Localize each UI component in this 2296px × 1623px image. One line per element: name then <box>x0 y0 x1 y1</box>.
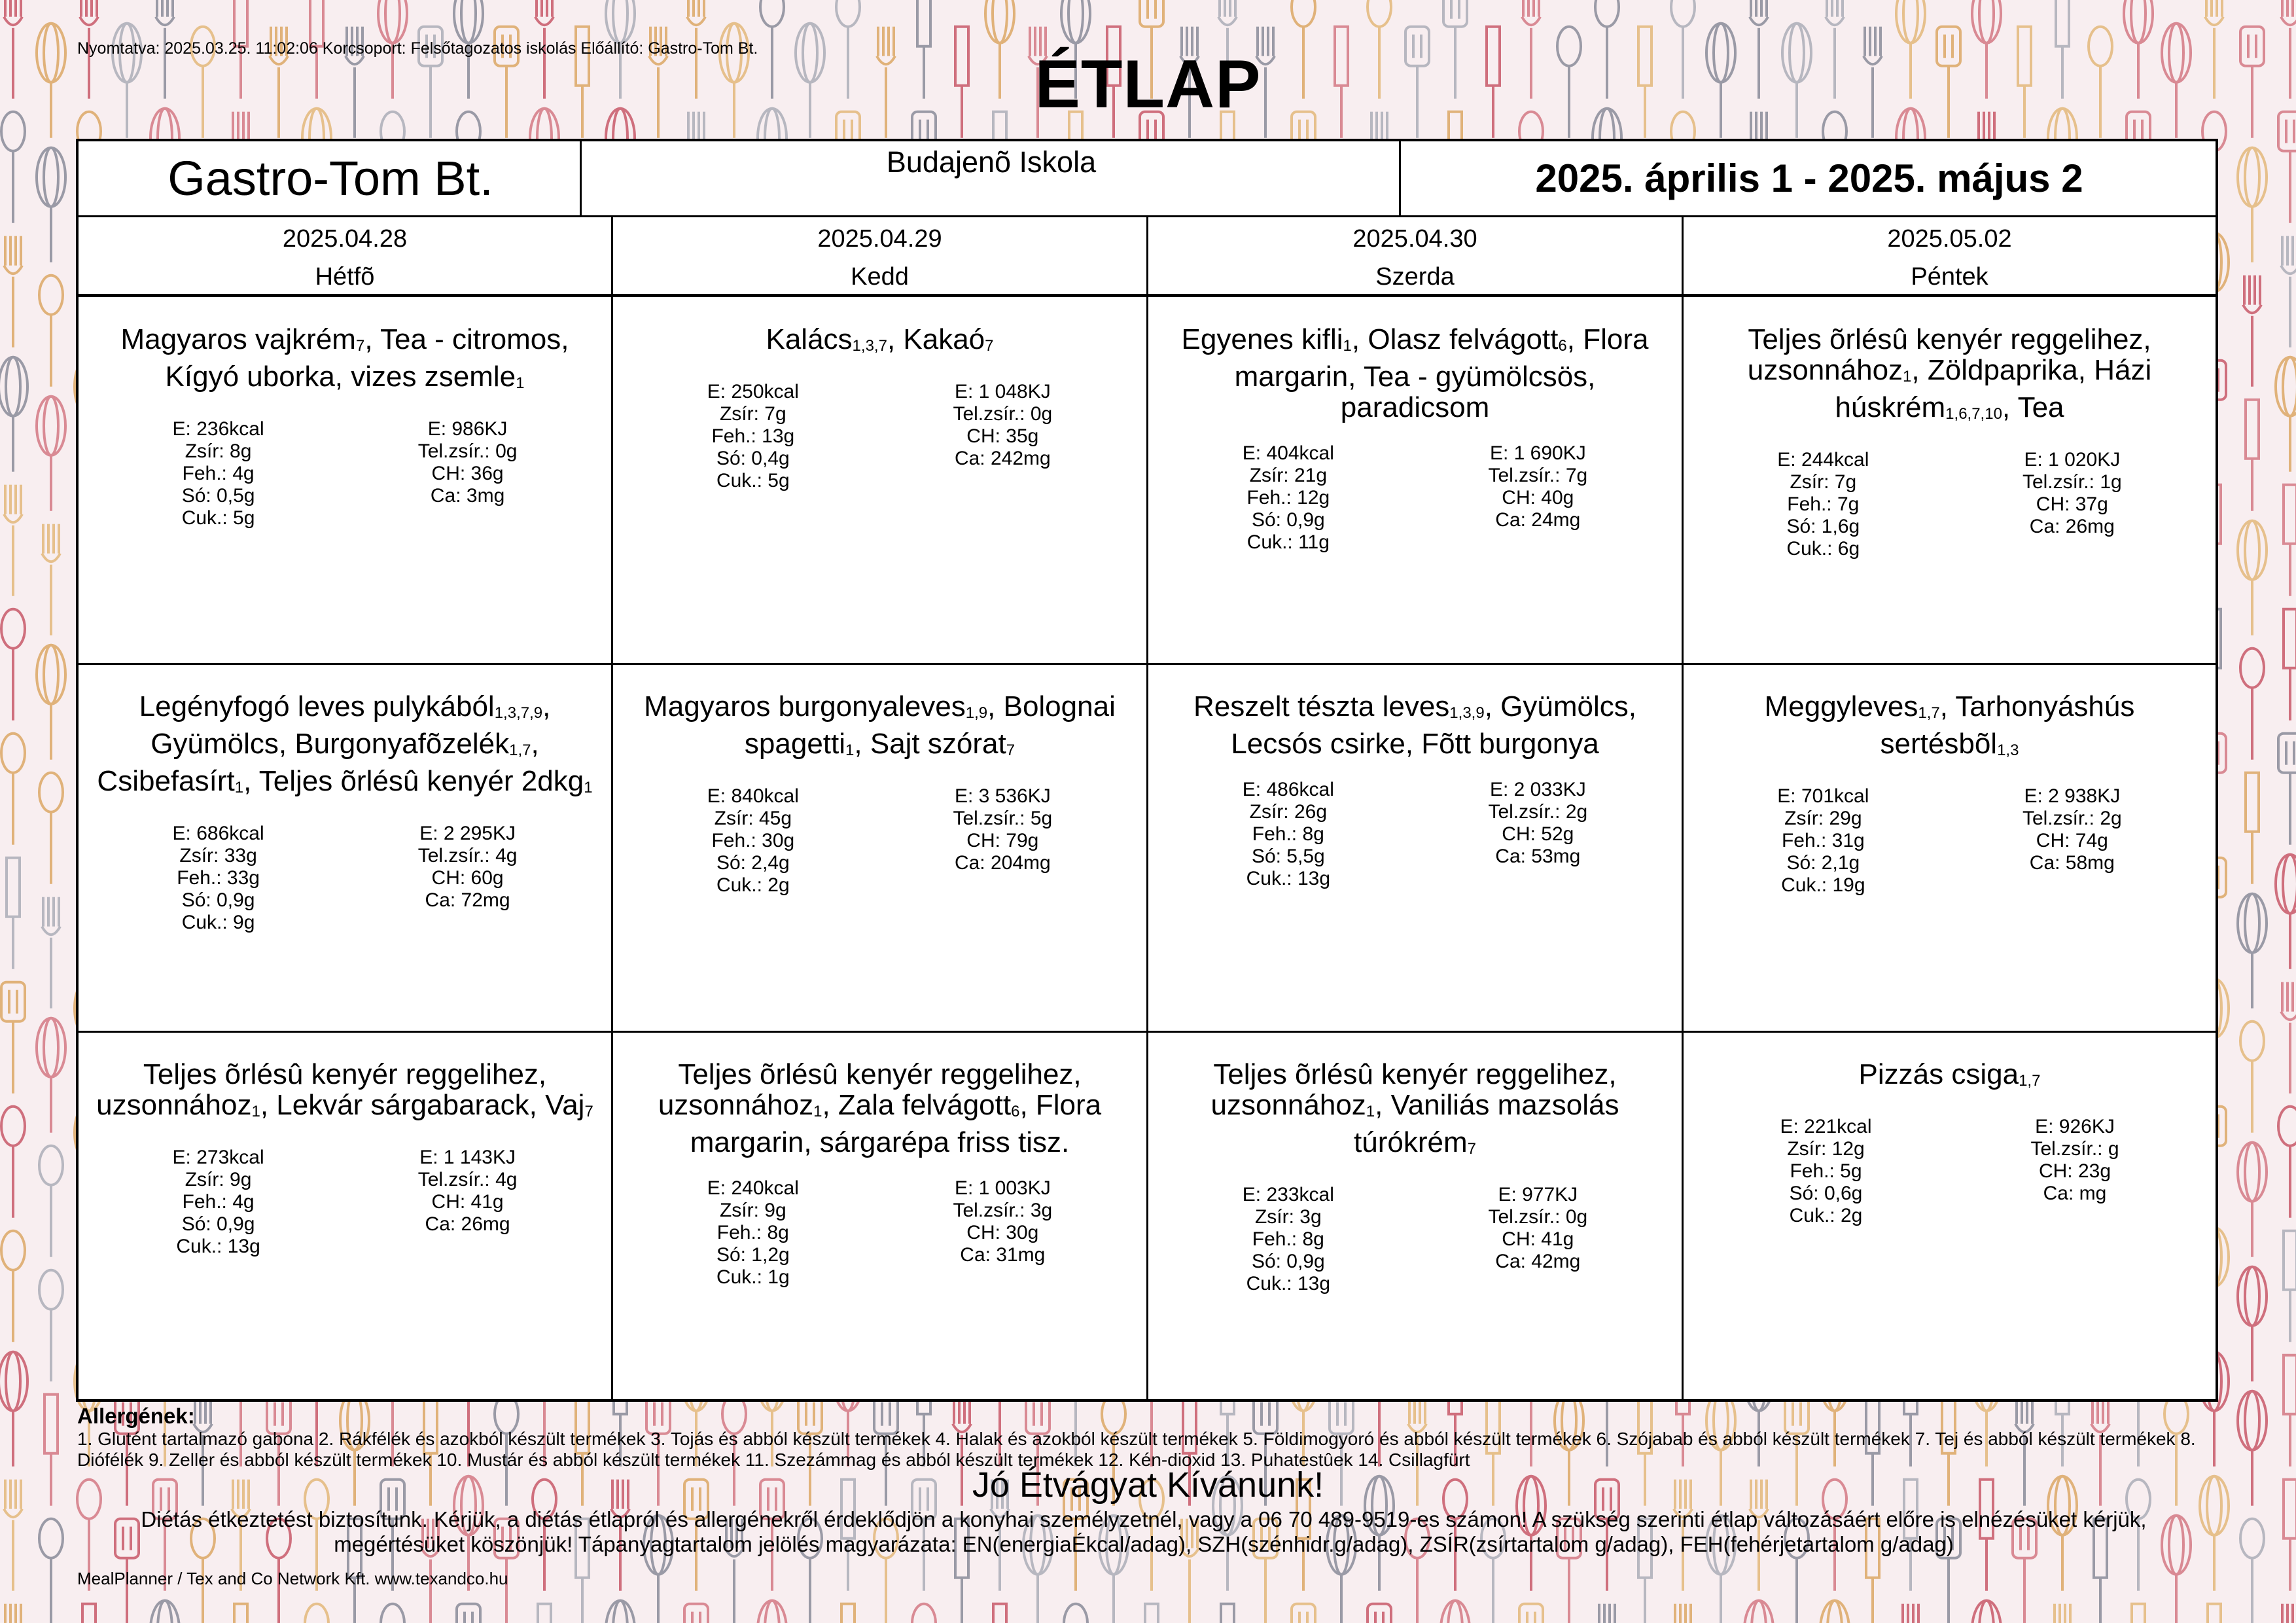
allergen-codes: 7 <box>985 337 994 355</box>
nutrition-value: CH: 35g <box>966 425 1039 447</box>
nutrition-value: E: 2 295KJ <box>419 823 516 844</box>
allergen-codes: 1,9 <box>965 704 988 722</box>
allergen-codes: 1,7 <box>509 741 531 759</box>
dish-name: Egyenes kifli$_1$, Olasz felvágott$_6$, Flora margarin, Tea - gyümölcsös, paradicsom <box>1181 323 1649 423</box>
nutrition-value: E: 404kcal <box>1242 442 1334 464</box>
nutrition-value: E: 221kcal <box>1780 1116 1872 1137</box>
nutrition-value: Ca: 24mg <box>1495 509 1581 531</box>
nutrition-value: E: 244kcal <box>1777 449 1869 471</box>
school-name: Budajenõ Iskola <box>886 145 1097 179</box>
meal-cell-monday-3 <box>79 1033 611 1402</box>
nutrition-column-left <box>173 418 264 529</box>
nutrition-value: E: 1 003KJ <box>954 1177 1051 1199</box>
nutrition-value: E: 233kcal <box>1242 1184 1334 1205</box>
meal-cell-tuesday-2 <box>613 665 1146 1031</box>
allergen-codes: 1,7 <box>2019 1072 2041 1090</box>
nutrition-info <box>1701 785 2199 897</box>
dish-name: Kalács$_{1,3,7}$, Kakaó$_7$ <box>766 323 994 355</box>
meal-cell-wednesday-2 <box>1148 665 1682 1031</box>
nutrition-value: Zsír: 9g <box>185 1169 252 1190</box>
nutrition-value: Zsír: 29g <box>1784 808 1862 829</box>
nutrition-value: Tel.zsír.: 0g <box>1488 1206 1588 1228</box>
nutrition-info <box>96 1147 594 1258</box>
nutrition-value: CH: 41g <box>1502 1228 1574 1250</box>
nutrition-value: Ca: 26mg <box>2029 516 2115 537</box>
nutrition-column-left <box>173 1147 264 1258</box>
day-date: 2025.04.28 <box>282 225 408 253</box>
allergen-codes: 1,7 <box>1918 704 1940 722</box>
nutrition-column-left <box>173 823 264 934</box>
nutrition-value: E: 701kcal <box>1777 785 1869 807</box>
nutrition-value: Ca: 58mg <box>2029 852 2115 874</box>
meal-cell-friday-3 <box>1684 1033 2216 1402</box>
allergen-codes: 1 <box>1343 337 1352 355</box>
nutrition-value: Cuk.: 2g <box>716 874 790 896</box>
day-header-wednesday <box>1148 220 1682 296</box>
nutrition-value: E: 236kcal <box>172 418 264 440</box>
nutrition-info <box>1701 1116 2199 1227</box>
meal-cell-monday-1 <box>79 298 611 663</box>
nutrition-value: Tel.zsír.: 4g <box>417 1169 518 1190</box>
nutrition-value: Zsír: 3g <box>1254 1206 1322 1228</box>
nutrition-value: CH: 41g <box>431 1191 504 1213</box>
nutrition-value: E: 2 033KJ <box>1489 779 1586 800</box>
nutrition-value: Ca: 72mg <box>425 889 510 911</box>
meal-cell-wednesday-3 <box>1148 1033 1682 1402</box>
nutrition-column-right <box>953 381 1052 492</box>
nutrition-value: E: 1 020KJ <box>2024 449 2121 471</box>
day-name: Szerda <box>1375 263 1455 291</box>
nutrition-value: E: 977KJ <box>1498 1184 1578 1205</box>
nutrition-value: Tel.zsír.: 5g <box>953 808 1053 829</box>
allergen-codes: 1 <box>1366 1103 1375 1120</box>
nutrition-value: E: 926KJ <box>2035 1116 2115 1137</box>
day-date: 2025.05.02 <box>1887 225 2012 253</box>
meal-cell-friday-1 <box>1684 298 2216 663</box>
day-header-friday <box>1684 220 2216 296</box>
nutrition-column-right <box>953 785 1052 897</box>
nutrition-value: Tel.zsír.: 0g <box>953 403 1053 425</box>
nutrition-info <box>96 823 594 934</box>
nutrition-value: Tel.zsír.: 1g <box>2022 471 2122 493</box>
nutrition-value: CH: 79g <box>966 830 1039 851</box>
nutrition-value: Só: 0,9g <box>1251 1251 1325 1272</box>
nutrition-column-right <box>418 823 518 934</box>
nutrition-column-left <box>1243 1184 1334 1295</box>
nutrition-value: Ca: 3mg <box>430 485 505 507</box>
nutrition-value: Feh.: 7g <box>1787 493 1860 515</box>
nutrition-value: Ca: 31mg <box>960 1244 1046 1266</box>
nutrition-column-left <box>707 1177 799 1289</box>
day-header-monday <box>79 220 611 296</box>
nutrition-value: E: 1 048KJ <box>954 381 1051 402</box>
day-date: 2025.04.29 <box>817 225 942 253</box>
nutrition-value: Cuk.: 2g <box>1789 1205 1863 1226</box>
nutrition-column-right <box>2022 785 2122 897</box>
allergens-title: Allergének: <box>77 1404 195 1428</box>
nutrition-value: Tel.zsír.: 3g <box>953 1200 1053 1221</box>
allergen-codes: 1,3,7 <box>852 337 887 355</box>
nutrition-value: Ca: 42mg <box>1495 1251 1581 1272</box>
nutrition-value: E: 986KJ <box>427 418 508 440</box>
nutrition-info <box>1165 1184 1665 1295</box>
nutrition-value: E: 840kcal <box>707 785 799 807</box>
nutrition-value: CH: 37g <box>2036 493 2108 515</box>
nutrition-value: Feh.: 33g <box>177 867 260 889</box>
nutrition-value: Só: 5,5g <box>1251 846 1325 867</box>
nutrition-value: Feh.: 4g <box>182 463 255 484</box>
nutrition-value: Ca: 53mg <box>1495 846 1581 867</box>
dish-name: Reszelt tészta leves$_{1,3,9}$, Gyümölcs, Lecsós csirke, Fõtt burgonya <box>1193 690 1636 760</box>
nutrition-column-left <box>1780 1116 1871 1227</box>
nutrition-info <box>1165 779 1665 890</box>
nutrition-value: E: 1 690KJ <box>1489 442 1586 464</box>
nutrition-value: E: 273kcal <box>172 1147 264 1168</box>
nutrition-value: Ca: mg <box>2043 1183 2107 1204</box>
nutrition-value: CH: 23g <box>2038 1160 2111 1182</box>
nutrition-value: Zsír: 12g <box>1787 1138 1865 1160</box>
nutrition-value: CH: 52g <box>1502 823 1574 845</box>
dish-name: Pizzás csiga$_{1,7}$ <box>1858 1058 2041 1090</box>
nutrition-value: Feh.: 12g <box>1246 487 1330 508</box>
print-info: Nyomtatva: 2025.03.25. 11:02:06 Korcsoport: Felsőtagozatos iskolás Előállító: Gastro-Tom Bt. <box>77 39 758 58</box>
nutrition-info <box>630 1177 1129 1289</box>
bon-appetit-message: Jó Étvágyat Kívánunk! <box>972 1465 1324 1505</box>
nutrition-value: E: 250kcal <box>707 381 799 402</box>
meal-cell-tuesday-3 <box>613 1033 1146 1402</box>
allergen-codes: 1 <box>516 374 525 392</box>
allergen-codes: 1,3,7,9 <box>494 704 543 722</box>
dish-name: Teljes õrlésû kenyér reggelihez, uzsonnához$_1$, Lekvár sárgabarack, Vaj$_7$ <box>96 1058 593 1121</box>
nutrition-column-right <box>418 418 518 529</box>
nutrition-value: Feh.: 8g <box>716 1222 789 1243</box>
nutrition-value: Tel.zsír.: 0g <box>417 440 518 462</box>
allergen-codes: 1 <box>251 1103 260 1120</box>
nutrition-value: Cuk.: 13g <box>1246 1273 1331 1294</box>
nutrition-column-left <box>1777 449 1869 560</box>
nutrition-value: Zsír: 7g <box>719 403 786 425</box>
nutrition-value: Zsír: 21g <box>1249 465 1328 486</box>
day-header-tuesday <box>613 220 1146 296</box>
nutrition-value: Só: 0,4g <box>716 448 790 469</box>
nutrition-value: Só: 0,9g <box>181 889 255 911</box>
nutrition-value: Feh.: 13g <box>711 425 795 447</box>
nutrition-value: Feh.: 5g <box>1790 1160 1862 1182</box>
nutrition-value: Só: 0,9g <box>181 1213 255 1235</box>
nutrition-value: Feh.: 8g <box>1252 823 1324 845</box>
day-name: Kedd <box>851 263 909 291</box>
nutrition-value: Tel.zsír.: 7g <box>1488 465 1588 486</box>
allergen-codes: 6 <box>1011 1103 1020 1120</box>
nutrition-value: E: 686kcal <box>172 823 264 844</box>
allergen-codes: 7 <box>1006 741 1016 759</box>
meal-cell-monday-2 <box>79 665 611 1031</box>
dish-name: Teljes õrlésû kenyér reggelihez, uzsonnához$_1$, Zala felvágott$_6$, Flora margarin, sárgarépa friss tisz. <box>658 1058 1102 1158</box>
nutrition-value: Feh.: 4g <box>182 1191 255 1213</box>
nutrition-value: Só: 0,6g <box>1789 1183 1863 1204</box>
nutrition-value: Só: 2,4g <box>716 852 790 874</box>
menu-period: 2025. április 1 - 2025. május 2 <box>1535 156 2083 200</box>
nutrition-value: Feh.: 8g <box>1252 1228 1324 1250</box>
nutrition-value: E: 486kcal <box>1242 779 1334 800</box>
nutrition-value: Cuk.: 19g <box>1781 874 1865 896</box>
allergen-codes: 1 <box>1903 368 1912 385</box>
nutrition-value: Zsír: 26g <box>1249 801 1328 823</box>
dish-name: Teljes õrlésû kenyér reggelihez, uzsonnához$_1$, Zöldpaprika, Házi húskrém$_{1,6,7,10}$, Tea <box>1747 323 2152 423</box>
allergen-codes: 1,3,9 <box>1449 704 1485 722</box>
nutrition-value: Zsír: 45g <box>714 808 792 829</box>
software-credit: MealPlanner / Tex and Co Network Kft. www.texandco.hu <box>77 1569 508 1588</box>
nutrition-value: Feh.: 31g <box>1781 830 1865 851</box>
nutrition-value: CH: 40g <box>1502 487 1574 508</box>
nutrition-value: CH: 30g <box>966 1222 1039 1243</box>
meal-cell-tuesday-1 <box>613 298 1146 663</box>
nutrition-value: Tel.zsír.: 2g <box>2022 808 2122 829</box>
nutrition-value: Tel.zsír.: g <box>2030 1138 2119 1160</box>
nutrition-info <box>1701 449 2199 560</box>
nutrition-value: Cuk.: 5g <box>181 507 255 529</box>
nutrition-value: CH: 74g <box>2036 830 2108 851</box>
nutrition-info <box>1165 442 1665 554</box>
nutrition-column-right <box>1488 779 1587 890</box>
dish-name: Legényfogó leves pulykából$_{1,3,7,9}$, Gyümölcs, Burgonyafõzelék$_{1,7}$, Csibefasírt$_1$, Teljes õrlésû kenyér 2dkg$_1$ <box>97 690 593 797</box>
nutrition-value: Só: 1,6g <box>1786 516 1860 537</box>
nutrition-value: Cuk.: 13g <box>176 1236 260 1257</box>
dish-name: Magyaros burgonyaleves$_{1,9}$, Bolognai spagetti$_1$, Sajt szórat$_7$ <box>644 690 1116 760</box>
nutrition-value: Zsír: 33g <box>179 845 257 866</box>
meal-cell-friday-2 <box>1684 665 2216 1031</box>
nutrition-value: Só: 0,9g <box>1251 509 1325 531</box>
allergen-codes: 7 <box>1467 1140 1476 1158</box>
allergens-list: 1. Glutént tartalmazó gabona 2. Rákfélék és azokból készült termékek 3. Tojás és abból készült termékek 4. Halak és azokból készült termékek 5. Földimogyoró és abból készült termékek 6. Szójabab és abból készült termékek 7. Tej és abból készült termékek 8. Diófélék 9. Zeller és abból készült termékek 10. Mustár és abból készült termékek 11. Szezámmag és abból készült termékek 12. Kén-dioxid 13. Puhatestûek 14. Csillagfürt <box>77 1429 2196 1470</box>
nutrition-value: E: 1 143KJ <box>419 1147 516 1168</box>
allergen-codes: 6 <box>1558 337 1567 355</box>
allergen-codes: 1,3 <box>1997 741 2019 759</box>
nutrition-value: Ca: 204mg <box>954 852 1051 874</box>
nutrition-column-right <box>2030 1116 2119 1227</box>
allergen-codes: 7 <box>584 1103 593 1120</box>
day-name: Péntek <box>1911 263 1988 291</box>
provider-name: Gastro-Tom Bt. <box>168 151 493 205</box>
nutrition-value: Ca: 242mg <box>954 448 1051 469</box>
nutrition-column-left <box>1777 785 1869 897</box>
diet-note: Diétás étkeztetést biztosítunk. Kérjük, a diétás étlapról és allergénekről érdeklődjön a konyhai személyzetnél, vagy a 06 70 489-9519-es számon! A szükség szerinti étlap változásáért előre is elnézésüket kérjük, megértésüket köszönjük! Tápanyagtartalom jelölés magyarázata: EN(energiaÉkcal/adag), SZH(szénhidr.g/adag), ZSÍR(zsírtartalom g/adag), FEH(fehérjetartalom g/adag) <box>141 1507 2147 1556</box>
nutrition-value: Tel.zsír.: 2g <box>1488 801 1588 823</box>
nutrition-value: Só: 2,1g <box>1786 852 1860 874</box>
nutrition-column-right <box>953 1177 1052 1289</box>
nutrition-info <box>630 785 1129 897</box>
nutrition-value: Feh.: 30g <box>711 830 795 851</box>
dish-name: Meggyleves$_{1,7}$, Tarhonyáshús sertésbõl$_{1,3}$ <box>1764 690 2135 760</box>
nutrition-value: Cuk.: 9g <box>181 912 255 933</box>
dish-name: Magyaros vajkrém$_7$, Tea - citromos, Kígyó uborka, vizes zsemle$_1$ <box>120 323 569 393</box>
nutrition-value: E: 240kcal <box>707 1177 799 1199</box>
nutrition-column-left <box>1243 442 1334 554</box>
nutrition-column-left <box>1243 779 1334 890</box>
nutrition-value: Ca: 26mg <box>425 1213 510 1235</box>
day-date: 2025.04.30 <box>1352 225 1477 253</box>
nutrition-value: Cuk.: 5g <box>716 470 790 491</box>
nutrition-value: CH: 36g <box>431 463 504 484</box>
nutrition-value: Cuk.: 11g <box>1246 531 1330 553</box>
nutrition-value: Só: 0,5g <box>181 485 255 507</box>
nutrition-column-left <box>707 381 799 492</box>
allergen-codes: 7 <box>355 337 365 355</box>
nutrition-value: Zsír: 8g <box>185 440 252 462</box>
nutrition-column-right <box>1488 1184 1587 1295</box>
nutrition-value: Zsír: 9g <box>719 1200 786 1221</box>
nutrition-column-right <box>418 1147 518 1258</box>
nutrition-value: Cuk.: 1g <box>716 1266 790 1288</box>
allergen-codes: 1 <box>813 1103 822 1120</box>
nutrition-value: Cuk.: 13g <box>1246 868 1331 889</box>
nutrition-info <box>630 381 1129 492</box>
nutrition-value: Zsír: 7g <box>1790 471 1857 493</box>
allergen-codes: 1 <box>234 779 244 796</box>
page-title: ÉTLAP <box>1034 46 1262 122</box>
allergen-codes: 1 <box>845 741 855 759</box>
nutrition-info <box>96 418 594 529</box>
nutrition-value: Tel.zsír.: 4g <box>417 845 518 866</box>
nutrition-column-right <box>1488 442 1587 554</box>
nutrition-value: Cuk.: 6g <box>1786 538 1860 560</box>
nutrition-value: E: 3 536KJ <box>954 785 1051 807</box>
meal-cell-wednesday-1 <box>1148 298 1682 663</box>
nutrition-column-right <box>2022 449 2122 560</box>
allergen-codes: 1 <box>584 779 593 796</box>
nutrition-value: CH: 60g <box>431 867 504 889</box>
nutrition-value: E: 2 938KJ <box>2024 785 2121 807</box>
nutrition-column-left <box>707 785 799 897</box>
dish-name: Teljes õrlésû kenyér reggelihez, uzsonnához$_1$, Vaniliás mazsolás túrókrém$_7$ <box>1210 1058 1619 1158</box>
day-name: Hétfõ <box>315 263 375 291</box>
allergen-codes: 1,6,7,10 <box>1945 405 2002 423</box>
nutrition-value: Só: 1,2g <box>716 1244 790 1266</box>
